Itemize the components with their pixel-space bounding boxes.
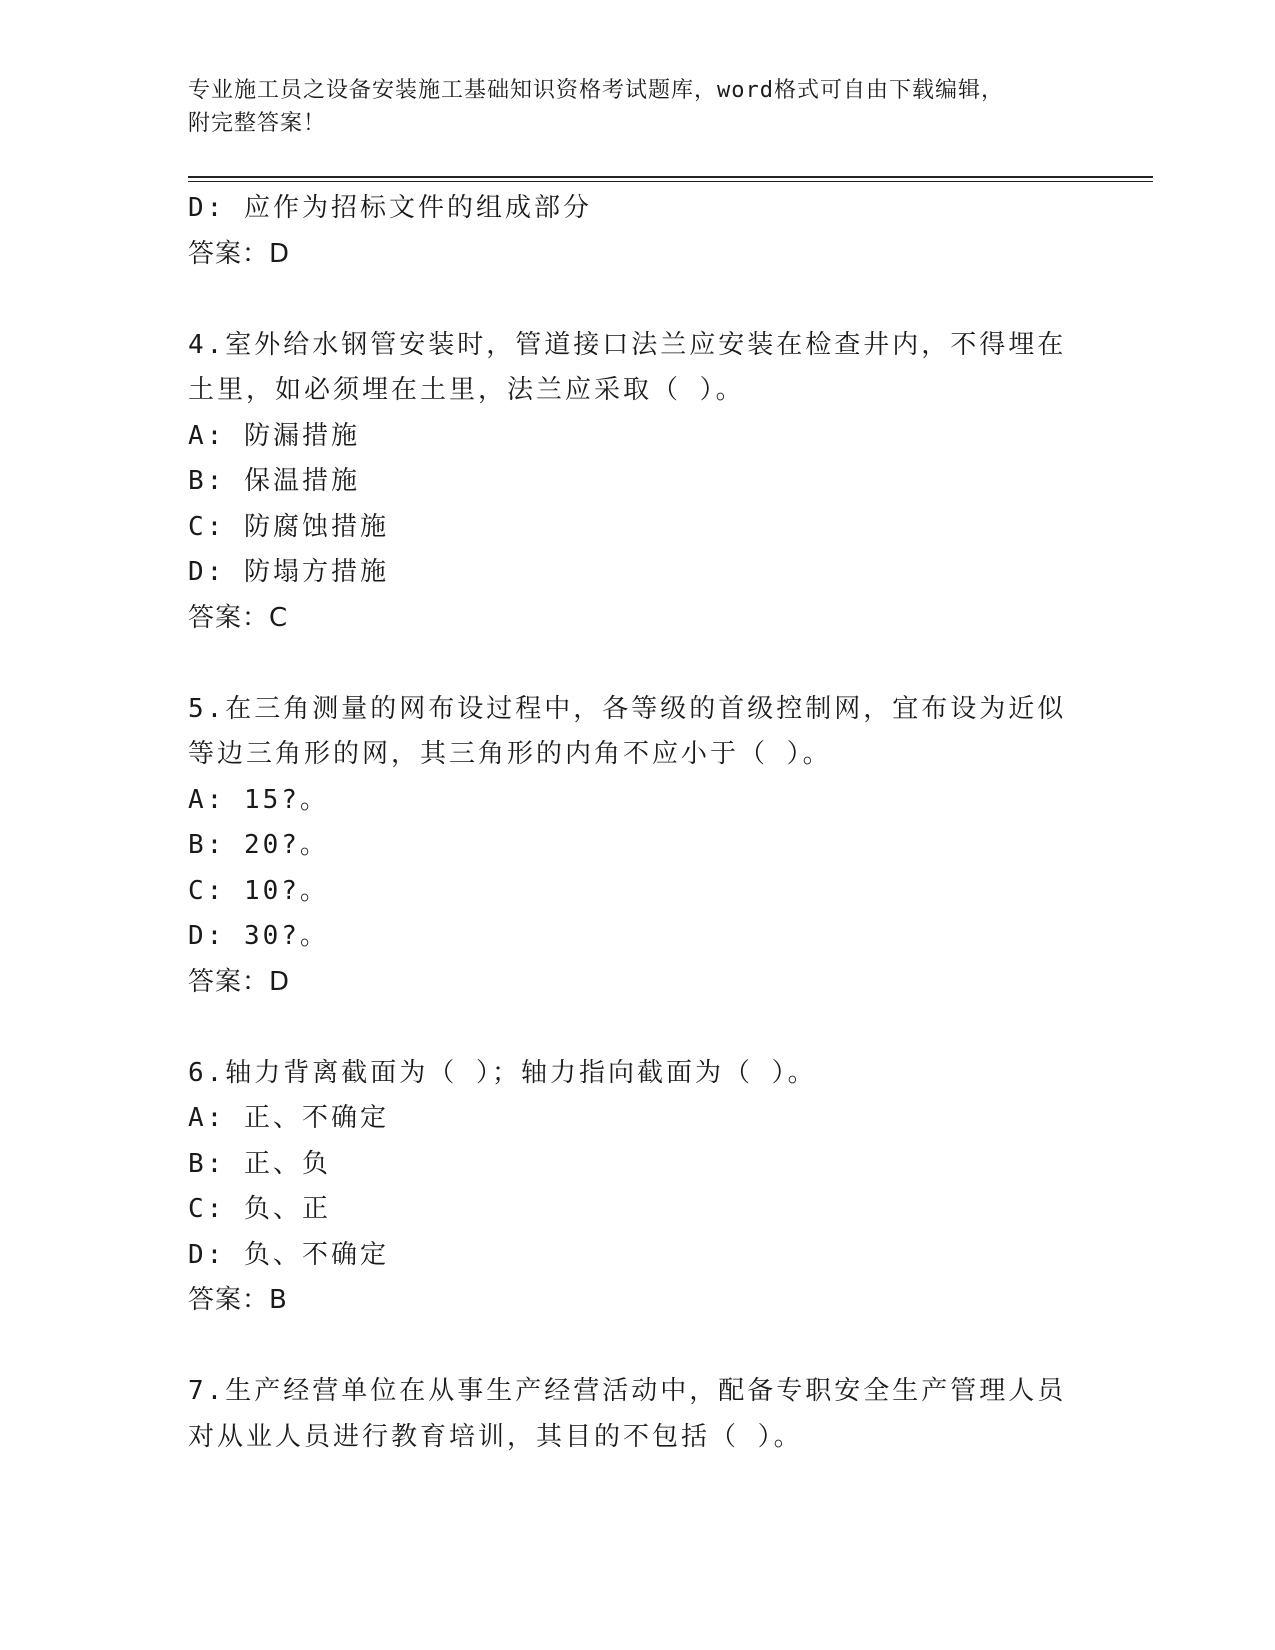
spacer: [188, 1324, 1068, 1370]
option-d: D: 防塌方措施: [188, 557, 389, 587]
question-4: [188, 323, 1068, 642]
option-a: A: 15?。: [188, 784, 329, 815]
question-stem-line: 等边三角形的网，其三角形的内角不应小于（ ）。: [188, 739, 832, 769]
header-divider-thick: [188, 176, 1153, 178]
question-3-tail: [188, 186, 1068, 277]
header-line-1: 专业施工员之设备安装施工基础知识资格考试题库，word格式可自由下载编辑，: [188, 78, 1004, 103]
question-stem-line: 7.生产经营单位在从事生产经营活动中，配备专职安全生产管理人员: [188, 1376, 1067, 1406]
option-c: C: 10?。: [188, 875, 329, 906]
option-d: D: 应作为招标文件的组成部分: [188, 193, 592, 223]
question-stem-line: 土里，如必须埋在土里，法兰应采取（ ）。: [188, 375, 745, 405]
question-stem-line: 5.在三角测量的网布设过程中，各等级的首级控制网，宜布设为近似: [188, 693, 1067, 724]
option-c: C: 防腐蚀措施: [188, 511, 389, 542]
header-divider-thin: [188, 181, 1153, 182]
question-7: [188, 1369, 1068, 1460]
question-5: [188, 687, 1068, 1006]
answer: 答案：D: [188, 966, 291, 997]
answer: 答案：B: [188, 1285, 288, 1315]
question-stem-line: 对从业人员进行教育培训，其目的不包括（ ）。: [188, 1421, 803, 1452]
spacer: [188, 1005, 1068, 1051]
option-a: A: 正、不确定: [188, 1103, 389, 1133]
question-list: [188, 186, 1068, 1460]
question-stem-line: 6.轴力背离截面为（ ）；轴力指向截面为（ ）。: [188, 1057, 817, 1088]
answer: 答案：C: [188, 602, 289, 633]
spacer: [188, 277, 1068, 323]
answer: 答案：D: [188, 238, 291, 269]
option-c: C: 负、正: [188, 1194, 331, 1224]
option-d: D: 30?。: [188, 921, 329, 951]
spacer: [188, 641, 1068, 687]
page-header: [188, 74, 1068, 140]
question-6: [188, 1051, 1068, 1324]
option-b: B: 正、负: [188, 1148, 331, 1179]
option-b: B: 保温措施: [188, 466, 360, 496]
option-a: A: 防漏措施: [188, 420, 360, 451]
question-stem-line: 4.室外给水钢管安装时，管道接口法兰应安装在检查井内，不得埋在: [188, 329, 1067, 360]
header-line-2: 附完整答案！: [188, 111, 327, 136]
option-b: B: 20?。: [188, 830, 329, 860]
option-d: D: 负、不确定: [188, 1239, 389, 1270]
